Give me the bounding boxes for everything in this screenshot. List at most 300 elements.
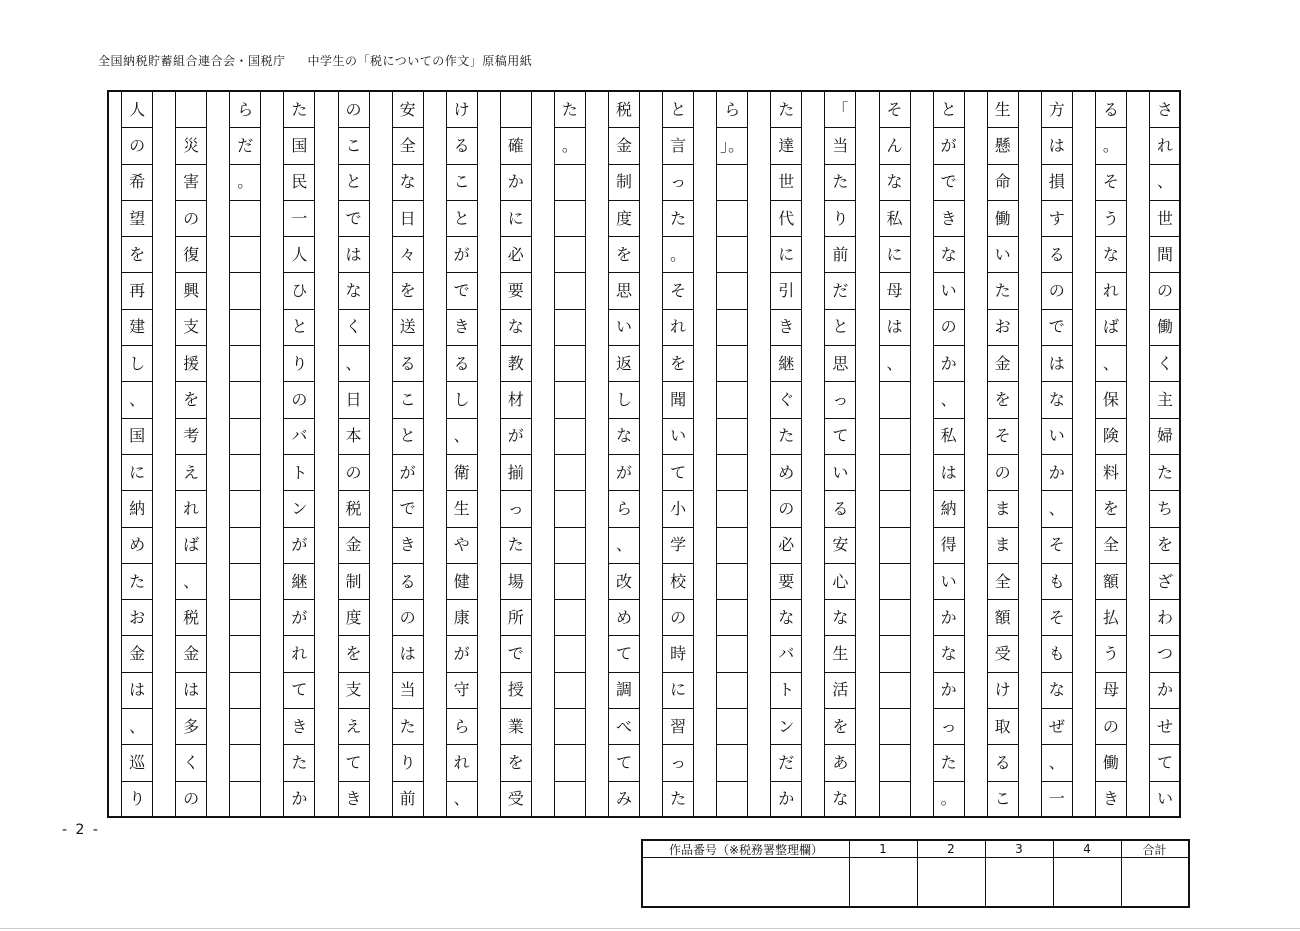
manuscript-cell: っ (501, 491, 531, 527)
manuscript-cell (717, 382, 747, 418)
manuscript-cell: か (771, 782, 801, 818)
manuscript-cell: 人 (284, 237, 314, 273)
manuscript-cell: 興 (176, 274, 206, 310)
manuscript-cell: か (934, 600, 964, 636)
manuscript-cell: 間 (1150, 237, 1180, 273)
manuscript-cell: か (934, 346, 964, 382)
manuscript-cell: き (934, 201, 964, 237)
manuscript-cell: で (447, 274, 477, 310)
manuscript-cell (717, 491, 747, 527)
manuscript-cell: は (393, 637, 423, 673)
manuscript-cell (555, 346, 585, 382)
manuscript-cell: 、 (176, 564, 206, 600)
manuscript-cell: ら (230, 92, 260, 128)
manuscript-cell: 、 (1150, 165, 1180, 201)
manuscript-cell: な (771, 600, 801, 636)
manuscript-cell (230, 382, 260, 418)
manuscript-cell: は (1042, 128, 1072, 164)
manuscript-cell: っ (663, 165, 693, 201)
manuscript-cell: が (501, 419, 531, 455)
manuscript-cell (230, 237, 260, 273)
manuscript-cell (555, 528, 585, 564)
manuscript-cell: た (284, 92, 314, 128)
manuscript-column (716, 92, 748, 816)
manuscript-cell: は (1042, 346, 1072, 382)
manuscript-cell: か (284, 782, 314, 818)
manuscript-cell: 税 (339, 491, 369, 527)
manuscript-cell: き (771, 310, 801, 346)
manuscript-cell (717, 165, 747, 201)
manuscript-cell: ば (1096, 310, 1126, 346)
manuscript-cell (230, 600, 260, 636)
manuscript-cell (230, 637, 260, 673)
manuscript-cell: 活 (825, 673, 855, 709)
manuscript-cell: 前 (825, 237, 855, 273)
manuscript-cell: と (934, 92, 964, 128)
manuscript-cell: バ (284, 419, 314, 455)
manuscript-cell: ん (880, 128, 910, 164)
manuscript-cell (230, 564, 260, 600)
manuscript-cell: た (555, 92, 585, 128)
manuscript-cell (717, 455, 747, 491)
manuscript-cell: な (825, 782, 855, 818)
score-header-total: 合計 (1121, 841, 1188, 858)
manuscript-cell: だ (825, 274, 855, 310)
manuscript-cell (230, 310, 260, 346)
manuscript-grid (107, 90, 1181, 818)
manuscript-cell: 、 (122, 709, 152, 745)
manuscript-cell: 世 (771, 165, 801, 201)
manuscript-cell: く (339, 310, 369, 346)
manuscript-cell: 引 (771, 274, 801, 310)
manuscript-cell (880, 673, 910, 709)
manuscript-cell: 民 (284, 165, 314, 201)
manuscript-cell: そ (988, 419, 1018, 455)
manuscript-cell: 場 (501, 564, 531, 600)
manuscript-column (824, 92, 856, 816)
manuscript-cell: 、 (1096, 346, 1126, 382)
manuscript-cell: 送 (393, 310, 423, 346)
manuscript-cell: 私 (880, 201, 910, 237)
manuscript-cell: い (1042, 419, 1072, 455)
manuscript-cell: ま (988, 528, 1018, 564)
manuscript-cell: る (393, 346, 423, 382)
manuscript-cell: ば (176, 528, 206, 564)
manuscript-cell: た (825, 165, 855, 201)
manuscript-cell: 。 (555, 128, 585, 164)
manuscript-cell: が (609, 455, 639, 491)
manuscript-cell (555, 709, 585, 745)
manuscript-cell: た (934, 745, 964, 781)
manuscript-cell (880, 382, 910, 418)
manuscript-cell (555, 673, 585, 709)
manuscript-cell: そ (1042, 528, 1072, 564)
manuscript-cell: 安 (393, 92, 423, 128)
score-entry-box[interactable] (917, 858, 985, 906)
manuscript-cell: る (447, 128, 477, 164)
manuscript-cell: つ (1150, 637, 1180, 673)
manuscript-cell (555, 237, 585, 273)
page-header (98, 52, 554, 69)
manuscript-cell: 母 (880, 274, 910, 310)
manuscript-cell: を (988, 382, 1018, 418)
manuscript-cell: め (609, 600, 639, 636)
manuscript-cell (717, 782, 747, 818)
manuscript-cell: 必 (771, 528, 801, 564)
manuscript-cell: ぐ (771, 382, 801, 418)
manuscript-cell (230, 419, 260, 455)
manuscript-cell: に (771, 237, 801, 273)
manuscript-cell: 調 (609, 673, 639, 709)
manuscript-cell: る (447, 346, 477, 382)
manuscript-cell: の (771, 491, 801, 527)
manuscript-cell: ら (717, 92, 747, 128)
manuscript-cell: な (934, 237, 964, 273)
manuscript-cell: き (447, 310, 477, 346)
manuscript-cell: う (1096, 637, 1126, 673)
manuscript-cell (176, 92, 206, 128)
manuscript-cell: た (771, 419, 801, 455)
manuscript-cell: 払 (1096, 600, 1126, 636)
manuscript-cell (717, 564, 747, 600)
manuscript-cell: い (609, 310, 639, 346)
manuscript-cell (230, 491, 260, 527)
manuscript-cell: ン (284, 491, 314, 527)
manuscript-cell (230, 709, 260, 745)
manuscript-column (879, 92, 911, 816)
manuscript-cell: に (501, 201, 531, 237)
manuscript-cell: 前 (393, 782, 423, 818)
manuscript-cell: た (1150, 455, 1180, 491)
manuscript-cell: が (393, 455, 423, 491)
manuscript-cell (880, 745, 910, 781)
manuscript-cell: て (339, 745, 369, 781)
manuscript-cell: い (1150, 782, 1180, 818)
manuscript-cell: 揃 (501, 455, 531, 491)
manuscript-column (770, 92, 802, 816)
manuscript-cell: と (393, 419, 423, 455)
manuscript-cell (717, 346, 747, 382)
score-entry-box[interactable] (1053, 858, 1121, 906)
manuscript-cell: そ (1096, 165, 1126, 201)
manuscript-cell: 害 (176, 165, 206, 201)
manuscript-cell: に (880, 237, 910, 273)
manuscript-cell: 。 (934, 782, 964, 818)
manuscript-cell: 受 (988, 637, 1018, 673)
manuscript-cell: ト (771, 673, 801, 709)
manuscript-cell: 代 (771, 201, 801, 237)
manuscript-cell: で (1042, 310, 1072, 346)
manuscript-cell: た (663, 782, 693, 818)
manuscript-cell: っ (663, 745, 693, 781)
manuscript-cell (717, 310, 747, 346)
manuscript-cell: え (339, 709, 369, 745)
manuscript-cell: 必 (501, 237, 531, 273)
score-entry-box[interactable] (985, 858, 1053, 906)
manuscript-column (175, 92, 207, 816)
score-table (641, 839, 1190, 908)
manuscript-cell (717, 673, 747, 709)
manuscript-cell: 々 (393, 237, 423, 273)
manuscript-cell: 康 (447, 600, 477, 636)
manuscript-cell: 授 (501, 673, 531, 709)
manuscript-cell: 守 (447, 673, 477, 709)
manuscript-cell: 継 (284, 564, 314, 600)
manuscript-cell: 生 (825, 637, 855, 673)
manuscript-cell: 、 (447, 782, 477, 818)
manuscript-cell: な (501, 310, 531, 346)
manuscript-cell (555, 745, 585, 781)
manuscript-column (446, 92, 478, 816)
manuscript-cell: の (176, 201, 206, 237)
manuscript-column (500, 92, 532, 816)
manuscript-column (229, 92, 261, 816)
manuscript-cell: 税 (176, 600, 206, 636)
manuscript-cell: 小 (663, 491, 693, 527)
manuscript-cell: 、 (122, 382, 152, 418)
manuscript-cell (555, 201, 585, 237)
manuscript-cell: て (825, 419, 855, 455)
manuscript-column (608, 92, 640, 816)
manuscript-cell: が (284, 600, 314, 636)
manuscript-cell: を (501, 745, 531, 781)
manuscript-cell: の (663, 600, 693, 636)
manuscript-cell: 金 (339, 528, 369, 564)
manuscript-cell: 。 (230, 165, 260, 201)
manuscript-cell (230, 201, 260, 237)
manuscript-cell: 取 (988, 709, 1018, 745)
manuscript-cell: ト (284, 455, 314, 491)
manuscript-cell: べ (609, 709, 639, 745)
manuscript-cell (230, 745, 260, 781)
manuscript-cell: を (176, 382, 206, 418)
manuscript-cell: れ (1150, 128, 1180, 164)
manuscript-cell: 安 (825, 528, 855, 564)
manuscript-cell: 改 (609, 564, 639, 600)
manuscript-cell: れ (447, 745, 477, 781)
manuscript-cell: け (988, 673, 1018, 709)
manuscript-cell: れ (663, 310, 693, 346)
manuscript-cell (717, 600, 747, 636)
manuscript-cell (880, 419, 910, 455)
manuscript-cell: 納 (934, 491, 964, 527)
manuscript-cell: で (393, 491, 423, 527)
manuscript-cell: あ (825, 745, 855, 781)
manuscript-cell: う (1096, 201, 1126, 237)
manuscript-cell: 受 (501, 782, 531, 818)
manuscript-cell: 懸 (988, 128, 1018, 164)
manuscript-cell: 料 (1096, 455, 1126, 491)
manuscript-cell: 材 (501, 382, 531, 418)
manuscript-cell: し (447, 382, 477, 418)
manuscript-cell: だ (771, 745, 801, 781)
manuscript-cell: 、 (1042, 491, 1072, 527)
manuscript-cell: に (122, 455, 152, 491)
manuscript-cell: 人 (122, 92, 152, 128)
manuscript-cell: ち (1150, 491, 1180, 527)
manuscript-cell: 、 (1042, 745, 1072, 781)
manuscript-cell: り (825, 201, 855, 237)
manuscript-cell: 衛 (447, 455, 477, 491)
manuscript-cell (555, 382, 585, 418)
manuscript-cell: 確 (501, 128, 531, 164)
manuscript-cell: 希 (122, 165, 152, 201)
manuscript-cell (555, 310, 585, 346)
manuscript-cell (717, 201, 747, 237)
manuscript-cell: 援 (176, 346, 206, 382)
manuscript-cell: く (1150, 346, 1180, 382)
manuscript-cell: な (934, 637, 964, 673)
manuscript-cell: 生 (988, 92, 1018, 128)
manuscript-cell: た (393, 709, 423, 745)
manuscript-cell: め (122, 528, 152, 564)
manuscript-column (121, 92, 153, 816)
manuscript-cell (501, 92, 531, 128)
manuscript-cell: 心 (825, 564, 855, 600)
manuscript-cell: く (176, 745, 206, 781)
manuscript-cell: 度 (609, 201, 639, 237)
manuscript-cell: 金 (609, 128, 639, 164)
manuscript-cell: 健 (447, 564, 477, 600)
manuscript-cell: れ (1096, 274, 1126, 310)
manuscript-cell: の (339, 455, 369, 491)
manuscript-cell: 、 (609, 528, 639, 564)
manuscript-cell: て (284, 673, 314, 709)
manuscript-cell (555, 637, 585, 673)
header-title: 中学生の「税についての作文」原稿用紙 (307, 54, 533, 68)
manuscript-cell (230, 455, 260, 491)
manuscript-cell (230, 346, 260, 382)
manuscript-cell: り (284, 346, 314, 382)
manuscript-cell: き (393, 528, 423, 564)
manuscript-cell: な (880, 165, 910, 201)
manuscript-cell: き (284, 709, 314, 745)
manuscript-cell (880, 709, 910, 745)
manuscript-column (662, 92, 694, 816)
page-edge (0, 928, 1300, 929)
manuscript-cell (555, 165, 585, 201)
manuscript-cell: そ (880, 92, 910, 128)
manuscript-cell: な (339, 274, 369, 310)
manuscript-cell: な (393, 165, 423, 201)
header-org: 全国納税貯蓄組合連合会・国税庁 (98, 54, 286, 68)
manuscript-cell: か (1150, 673, 1180, 709)
manuscript-column (283, 92, 315, 816)
manuscript-cell (880, 528, 910, 564)
manuscript-cell: 復 (176, 237, 206, 273)
manuscript-cell: 日 (393, 201, 423, 237)
manuscript-column (338, 92, 370, 816)
manuscript-cell: 所 (501, 600, 531, 636)
manuscript-cell: わ (1150, 600, 1180, 636)
manuscript-cell: 働 (988, 201, 1018, 237)
manuscript-cell: 支 (176, 310, 206, 346)
manuscript-cell: 主 (1150, 382, 1180, 418)
manuscript-cell: て (663, 455, 693, 491)
manuscript-cell: と (339, 165, 369, 201)
manuscript-cell: 生 (447, 491, 477, 527)
manuscript-cell (717, 637, 747, 673)
manuscript-cell: こ (988, 782, 1018, 818)
manuscript-cell: 損 (1042, 165, 1072, 201)
manuscript-cell: 当 (825, 128, 855, 164)
manuscript-cell: 金 (176, 637, 206, 673)
manuscript-cell (717, 274, 747, 310)
manuscript-cell: の (988, 455, 1018, 491)
manuscript-cell: 要 (501, 274, 531, 310)
manuscript-cell (880, 491, 910, 527)
manuscript-cell: の (339, 92, 369, 128)
manuscript-cell: 保 (1096, 382, 1126, 418)
manuscript-cell: 世 (1150, 201, 1180, 237)
manuscript-cell: は (934, 455, 964, 491)
manuscript-cell: 婦 (1150, 419, 1180, 455)
manuscript-cell: お (122, 600, 152, 636)
manuscript-cell: で (934, 165, 964, 201)
score-header-1: 1 (849, 841, 917, 858)
manuscript-cell: な (1042, 673, 1072, 709)
manuscript-cell: 災 (176, 128, 206, 164)
score-entry-box[interactable] (849, 858, 917, 906)
manuscript-cell: き (1096, 782, 1126, 818)
manuscript-cell: き (339, 782, 369, 818)
manuscript-cell: が (447, 237, 477, 273)
manuscript-cell (880, 455, 910, 491)
manuscript-cell: 全 (1096, 528, 1126, 564)
manuscript-cell: は (176, 673, 206, 709)
manuscript-cell (880, 782, 910, 818)
manuscript-cell: い (825, 455, 855, 491)
manuscript-cell: ぜ (1042, 709, 1072, 745)
manuscript-column (1095, 92, 1127, 816)
manuscript-cell: か (501, 165, 531, 201)
manuscript-cell: 要 (771, 564, 801, 600)
manuscript-cell: お (988, 310, 1018, 346)
manuscript-cell: 国 (122, 419, 152, 455)
manuscript-cell: た (501, 528, 531, 564)
score-entry-box[interactable] (1121, 858, 1188, 906)
manuscript-cell: 望 (122, 201, 152, 237)
manuscript-cell: い (934, 564, 964, 600)
manuscript-cell: や (447, 528, 477, 564)
manuscript-cell: は (880, 310, 910, 346)
manuscript-cell: 建 (122, 310, 152, 346)
manuscript-cell: 習 (663, 709, 693, 745)
manuscript-cell: け (447, 92, 477, 128)
manuscript-cell (230, 274, 260, 310)
manuscript-cell: か (1042, 455, 1072, 491)
manuscript-cell: て (1150, 745, 1180, 781)
manuscript-cell: ら (447, 709, 477, 745)
manuscript-cell: の (1042, 274, 1072, 310)
manuscript-cell: 教 (501, 346, 531, 382)
manuscript-cell (717, 528, 747, 564)
manuscript-cell: せ (1150, 709, 1180, 745)
manuscript-cell: 日 (339, 382, 369, 418)
manuscript-cell: も (1042, 564, 1072, 600)
manuscript-cell: れ (176, 491, 206, 527)
manuscript-cell: っ (825, 382, 855, 418)
manuscript-cell: い (663, 419, 693, 455)
manuscript-cell: と (663, 92, 693, 128)
manuscript-cell: 、 (339, 346, 369, 382)
manuscript-cell: 税 (609, 92, 639, 128)
manuscript-cell: ひ (284, 274, 314, 310)
manuscript-column (987, 92, 1019, 816)
manuscript-cell: 返 (609, 346, 639, 382)
manuscript-cell: と (447, 201, 477, 237)
manuscript-cell: る (1096, 92, 1126, 128)
